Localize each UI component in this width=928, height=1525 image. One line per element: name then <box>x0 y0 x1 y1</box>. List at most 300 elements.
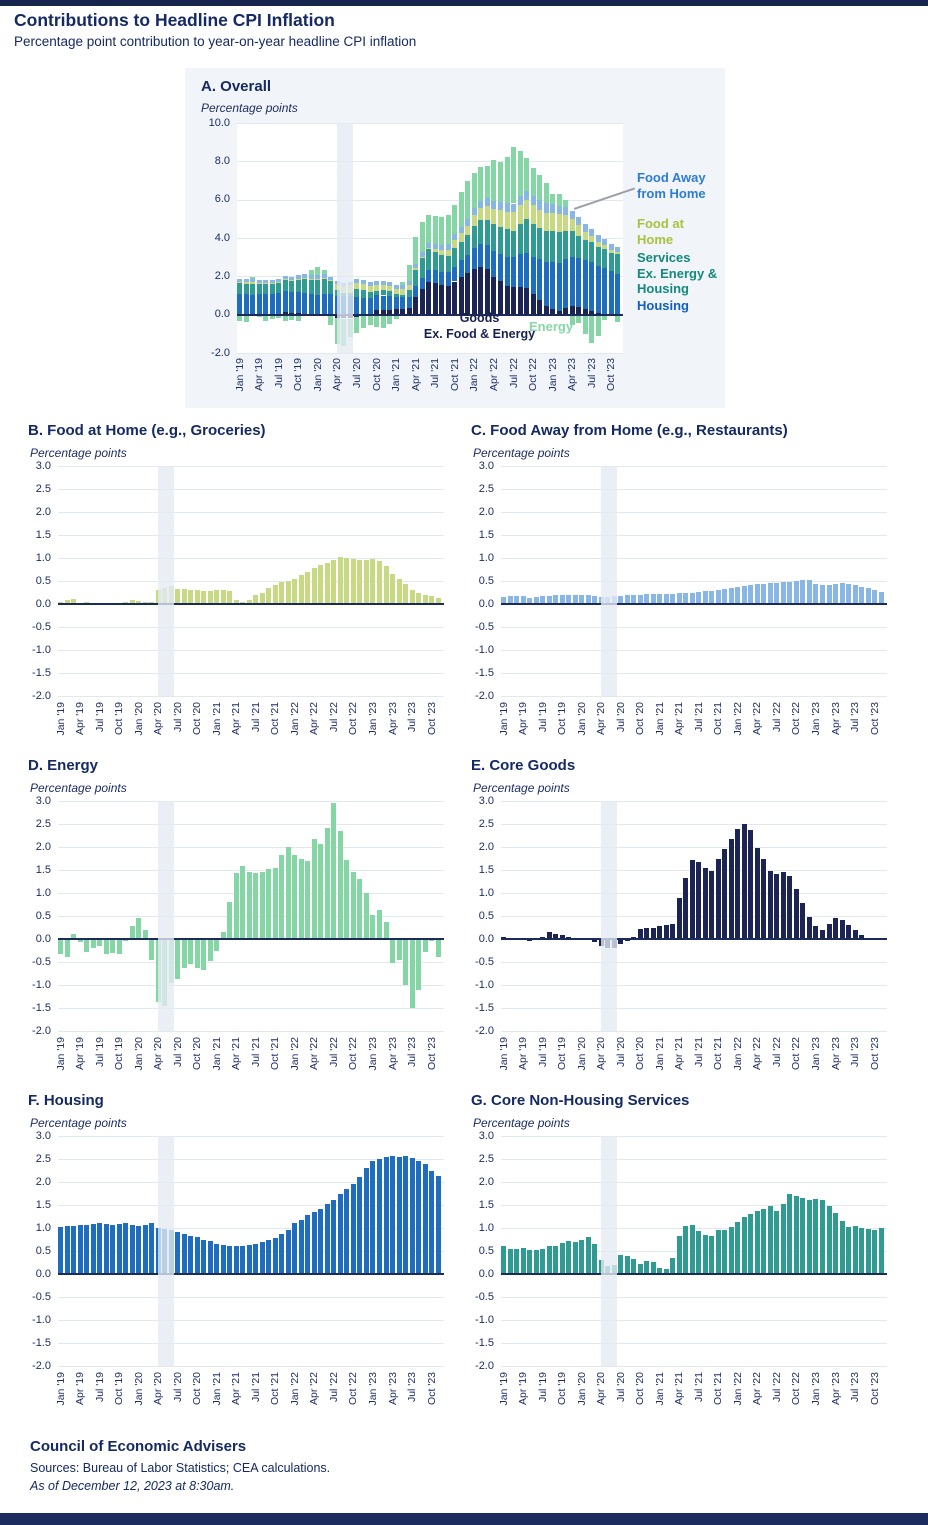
bar-housing <box>596 266 601 313</box>
bar-food-away-from-home <box>813 584 818 604</box>
gridline <box>501 673 887 674</box>
bar-services <box>800 1198 805 1274</box>
bar-energy <box>472 173 477 208</box>
bar-food-away-from-home <box>768 583 773 604</box>
bar-housing <box>403 1156 408 1274</box>
bar-energy <box>240 866 245 939</box>
y-tick-label: -1.0 <box>475 643 494 656</box>
panel-b-units-label: Percentage points <box>30 446 127 460</box>
bar-services <box>761 1209 766 1274</box>
x-tick-label: Jul '21 <box>692 702 705 733</box>
y-tick-label: 10.0 <box>208 116 230 129</box>
bar-food-at-home <box>413 268 418 270</box>
bar-energy <box>384 922 389 939</box>
bar-services <box>283 280 288 292</box>
bar-energy <box>439 217 444 245</box>
x-tick-label: Jul '23 <box>849 1037 862 1068</box>
x-tick-label: Jan '22 <box>731 1372 744 1406</box>
bar-food-away-from-home <box>270 280 275 283</box>
bar-services <box>579 1240 584 1275</box>
gridline <box>501 1031 887 1032</box>
panel-g-title: G. Core Non-Housing Services <box>471 1092 690 1109</box>
bar-housing <box>195 1237 200 1274</box>
bar-housing <box>413 286 418 298</box>
bar-energy <box>322 270 327 274</box>
x-tick-label: Jan '22 <box>288 1372 301 1406</box>
bar-energy <box>615 315 620 323</box>
bar-services <box>722 1230 727 1274</box>
bar-energy <box>344 860 349 939</box>
bar-housing <box>615 274 620 315</box>
x-tick-label: Jan '21 <box>210 702 223 736</box>
panel-g-units-label: Percentage points <box>473 1116 570 1130</box>
x-tick-label: Jan '21 <box>390 358 403 392</box>
x-tick-label: Jul '20 <box>171 702 184 733</box>
bar-food-away-from-home <box>544 203 549 213</box>
bar-food-away-from-home <box>827 585 832 604</box>
x-tick-label: Apr '21 <box>409 358 422 391</box>
bar-food-away-from-home <box>570 211 575 219</box>
bar-services <box>781 1204 786 1274</box>
y-tick-label: 0.5 <box>478 909 494 922</box>
bar-energy <box>250 277 255 279</box>
bar-food-at-home <box>214 590 219 604</box>
y-tick-label: 1.0 <box>478 886 494 899</box>
bar-food-away-from-home <box>276 279 281 282</box>
x-tick-label: Jul '19 <box>272 358 285 389</box>
bar-services <box>735 1222 740 1274</box>
bar-housing <box>407 297 412 309</box>
bar-food-away-from-home <box>609 244 614 250</box>
zero-line <box>58 1273 444 1275</box>
y-tick-label: 2.5 <box>35 1152 51 1165</box>
bar-energy <box>273 868 278 939</box>
x-tick-label: Apr '21 <box>673 1372 686 1405</box>
bar-food-away-from-home <box>859 587 864 604</box>
bar-energy <box>446 215 451 244</box>
bar-food-at-home <box>410 590 415 604</box>
bar-food-at-home <box>381 285 386 290</box>
bar-food-at-home <box>407 285 412 290</box>
bar-energy <box>263 316 268 321</box>
bar-core-goods <box>664 925 669 939</box>
bar-energy <box>325 828 330 939</box>
bar-housing <box>110 1225 115 1274</box>
bar-housing <box>394 297 399 309</box>
bar-housing <box>188 1236 193 1274</box>
bar-food-at-home <box>263 283 268 284</box>
x-tick-label: Jan '23 <box>809 702 822 736</box>
bar-food-away-from-home <box>374 281 379 285</box>
bar-energy <box>318 844 323 939</box>
bar-housing <box>250 295 255 315</box>
bar-food-at-home <box>420 257 425 258</box>
bar-food-at-home <box>583 232 588 240</box>
x-tick-label: Jul '21 <box>249 702 262 733</box>
footer-sources: Sources: Bureau of Labor Statistics; CEA calculations. <box>30 1461 331 1475</box>
bar-food-at-home <box>322 278 327 279</box>
bar-services <box>531 224 536 257</box>
bar-housing <box>182 1234 187 1274</box>
x-tick-label: Oct '22 <box>790 1037 803 1070</box>
y-tick-label: 4.0 <box>214 231 230 244</box>
bar-housing <box>361 298 366 315</box>
bar-energy <box>214 939 219 951</box>
chart-panel-food-away-from-home <box>467 420 903 755</box>
bar-services <box>508 1249 513 1274</box>
bar-food-at-home <box>459 233 464 242</box>
bar-food-away-from-home <box>465 219 470 226</box>
y-tick-label: 0.0 <box>35 932 51 945</box>
bar-food-away-from-home <box>452 234 457 240</box>
legend-label-food-at-home: Food at Home <box>637 216 684 247</box>
gridline <box>501 1366 887 1367</box>
bar-services <box>631 1259 636 1274</box>
bar-services <box>433 252 438 270</box>
bar-food-away-from-home <box>853 585 858 604</box>
bar-energy <box>188 939 193 964</box>
bar-services <box>244 284 249 295</box>
bar-energy <box>201 939 206 970</box>
x-tick-label: Apr '20 <box>331 358 344 391</box>
bar-energy <box>351 872 356 939</box>
bar-core-goods <box>729 839 734 939</box>
bar-food-at-home <box>344 558 349 604</box>
bar-housing <box>221 1245 226 1274</box>
bar-food-at-home <box>485 206 490 219</box>
bar-food-away-from-home <box>354 279 359 282</box>
bar-services <box>566 1241 571 1274</box>
legend-label-services: Services Ex. Energy & Housing <box>637 250 718 296</box>
bar-energy <box>104 939 109 954</box>
gridline <box>58 1031 444 1032</box>
bar-services <box>485 220 490 245</box>
bar-core-goods <box>716 859 721 939</box>
bar-food-away-from-home <box>742 586 747 604</box>
gridline <box>58 870 444 871</box>
bar-housing <box>429 1171 434 1275</box>
bar-food-away-from-home <box>787 582 792 604</box>
bar-services <box>872 1230 877 1274</box>
x-tick-label: Jul '22 <box>327 1037 340 1068</box>
bar-core-goods <box>846 925 851 939</box>
bar-services <box>257 283 262 294</box>
bar-services <box>716 1230 721 1274</box>
bar-food-at-home <box>377 561 382 604</box>
x-tick-label: Apr '22 <box>308 1037 321 1070</box>
x-tick-label: Jul '22 <box>327 702 340 733</box>
gridline <box>58 558 444 559</box>
bar-services <box>853 1226 858 1274</box>
y-tick-label: 0.0 <box>35 1267 51 1280</box>
x-tick-label: Jan '21 <box>653 1037 666 1071</box>
bar-food-at-home <box>439 250 444 255</box>
bar-food-away-from-home <box>289 277 294 281</box>
y-tick-label: 2.5 <box>478 1152 494 1165</box>
bar-energy <box>544 183 549 202</box>
bar-services <box>472 226 477 248</box>
bar-food-at-home <box>296 279 301 280</box>
panel-e-units-label: Percentage points <box>473 781 570 795</box>
bar-food-at-home <box>354 283 359 289</box>
chart-panel-housing <box>24 1090 460 1425</box>
bar-core-goods <box>840 920 845 939</box>
x-tick-label: Jan '23 <box>809 1037 822 1071</box>
panel-g-plot-area <box>467 1090 903 1425</box>
bar-food-at-home <box>302 278 307 279</box>
bar-energy <box>433 216 438 243</box>
bar-housing <box>227 1246 232 1274</box>
bar-food-at-home <box>531 205 536 224</box>
bar-services <box>540 1249 545 1274</box>
x-tick-label: Oct '21 <box>712 1372 725 1405</box>
bar-services <box>576 236 581 258</box>
bar-services <box>866 1229 871 1274</box>
x-tick-label: Oct '20 <box>370 358 383 391</box>
bar-food-away-from-home <box>518 196 523 205</box>
x-tick-label: Jul '19 <box>93 1372 106 1403</box>
bar-core-goods <box>735 829 740 939</box>
bar-food-away-from-home <box>716 590 721 604</box>
y-tick-label: -1.5 <box>475 1001 494 1014</box>
bar-housing <box>237 294 242 314</box>
panel-a-plot-area <box>185 68 725 408</box>
x-tick-label: Jul '19 <box>536 1037 549 1068</box>
bar-energy <box>413 237 418 264</box>
gridline <box>58 535 444 536</box>
bar-food-away-from-home <box>563 207 568 215</box>
bar-food-at-home <box>394 289 399 295</box>
x-tick-label: Jul '23 <box>585 358 598 389</box>
bar-services <box>544 231 549 262</box>
bar-services <box>570 231 575 256</box>
x-tick-label: Jul '20 <box>171 1372 184 1403</box>
gridline <box>501 801 887 802</box>
bar-services <box>296 280 301 293</box>
x-tick-label: Oct '20 <box>634 1037 647 1070</box>
y-tick-label: 2.0 <box>35 505 51 518</box>
bar-housing <box>423 1164 428 1274</box>
bar-food-away-from-home <box>800 580 805 604</box>
bar-energy <box>91 939 96 948</box>
gridline <box>58 1136 444 1137</box>
bar-housing <box>550 262 555 309</box>
bar-food-away-from-home <box>394 285 399 289</box>
bar-food-away-from-home <box>596 235 601 242</box>
x-tick-label: Jan '21 <box>653 1372 666 1406</box>
bar-food-at-home <box>472 215 477 226</box>
bar-energy <box>244 315 249 323</box>
x-tick-label: Jan '21 <box>653 702 666 736</box>
bar-food-at-home <box>384 566 389 604</box>
bar-energy <box>97 939 102 946</box>
bar-services <box>592 1244 597 1274</box>
bar-food-at-home <box>602 245 607 249</box>
gridline <box>58 673 444 674</box>
page-title: Contributions to Headline CPI Inflation <box>14 10 335 30</box>
bar-housing <box>465 255 470 273</box>
x-tick-label: Apr '20 <box>595 702 608 735</box>
bar-food-away-from-home <box>439 245 444 250</box>
bar-services <box>553 1246 558 1274</box>
bar-food-away-from-home <box>400 285 405 289</box>
bar-energy <box>518 151 523 196</box>
bar-food-at-home <box>615 252 620 254</box>
bar-energy <box>309 270 314 275</box>
bar-energy <box>423 939 428 952</box>
gridline <box>501 1320 887 1321</box>
y-tick-label: 2.0 <box>478 1175 494 1188</box>
bar-food-away-from-home <box>491 201 496 209</box>
x-tick-label: Apr '23 <box>566 358 579 391</box>
gridline <box>501 466 887 467</box>
x-tick-label: Jul '21 <box>249 1372 262 1403</box>
bar-energy <box>110 939 115 953</box>
y-tick-label: 2.5 <box>478 817 494 830</box>
chart-panel-food-at-home <box>24 420 460 755</box>
panel-d-title: D. Energy <box>28 757 99 774</box>
y-tick-label: 0.0 <box>214 308 230 321</box>
bar-housing <box>344 1189 349 1274</box>
bar-food-away-from-home <box>833 584 838 604</box>
bar-energy <box>557 194 562 206</box>
bar-food-at-home <box>266 588 271 604</box>
x-tick-label: Oct '21 <box>269 702 282 735</box>
bar-housing <box>266 1240 271 1274</box>
bar-housing <box>260 1242 265 1274</box>
bar-food-at-home <box>188 590 193 604</box>
bar-housing <box>436 1176 441 1274</box>
x-tick-label: Oct '19 <box>556 1037 569 1070</box>
bar-services <box>677 1236 682 1274</box>
bar-housing <box>357 1177 362 1274</box>
bar-energy <box>328 316 333 325</box>
bar-housing <box>426 270 431 282</box>
bar-food-at-home <box>557 214 562 232</box>
bar-energy <box>227 902 232 939</box>
bar-core-goods <box>722 849 727 939</box>
x-tick-label: Oct '22 <box>527 358 540 391</box>
bar-food-at-home <box>279 582 284 604</box>
bar-services <box>505 229 510 257</box>
x-tick-label: Apr '22 <box>751 1037 764 1070</box>
bar-services <box>755 1211 760 1274</box>
bar-food-away-from-home <box>498 202 503 210</box>
bar-services <box>703 1235 708 1274</box>
bar-food-away-from-home <box>583 224 588 232</box>
gridline <box>501 696 887 697</box>
zero-line <box>501 1273 887 1275</box>
bar-services <box>670 1258 675 1274</box>
bar-food-away-from-home <box>407 281 412 285</box>
bar-services <box>729 1227 734 1274</box>
x-tick-label: Jul '20 <box>614 702 627 733</box>
x-tick-label: Oct '22 <box>347 702 360 735</box>
panel-a-units-label: Percentage points <box>201 101 298 115</box>
bar-services <box>400 295 405 297</box>
bar-services <box>859 1228 864 1274</box>
bar-services <box>534 1250 539 1274</box>
gridline <box>501 985 887 986</box>
y-tick-label: 0.5 <box>35 574 51 587</box>
bar-services <box>237 283 242 295</box>
bar-housing <box>276 293 281 314</box>
bar-energy <box>407 265 412 280</box>
x-tick-label: Jul '23 <box>849 702 862 733</box>
bar-housing <box>289 292 294 313</box>
y-tick-label: -2.0 <box>475 1359 494 1372</box>
gridline <box>501 489 887 490</box>
bar-core-goods <box>703 868 708 939</box>
bar-food-away-from-home <box>283 276 288 279</box>
x-tick-label: Apr '20 <box>152 1037 165 1070</box>
x-tick-label: Apr '21 <box>230 702 243 735</box>
y-tick-label: -2.0 <box>475 1024 494 1037</box>
bar-energy <box>524 158 529 191</box>
bar-core-goods <box>433 283 438 315</box>
x-tick-label: Jan '19 <box>497 1037 510 1071</box>
gridline <box>501 1008 887 1009</box>
x-tick-label: Apr '20 <box>595 1037 608 1070</box>
recession-band <box>337 123 353 353</box>
y-tick-label: 6.0 <box>214 193 230 206</box>
chart-panel-core-goods <box>467 755 903 1090</box>
x-tick-label: Jul '23 <box>406 702 419 733</box>
x-tick-label: Apr '23 <box>829 1372 842 1405</box>
x-tick-label: Oct '20 <box>634 1372 647 1405</box>
y-tick-label: 1.5 <box>478 863 494 876</box>
x-tick-label: Oct '20 <box>634 702 647 735</box>
x-tick-label: Jul '20 <box>171 1037 184 1068</box>
bar-housing <box>570 257 575 306</box>
bar-food-away-from-home <box>387 282 392 286</box>
bar-food-at-home <box>315 279 320 280</box>
bar-housing <box>420 278 425 290</box>
panel-e-title: E. Core Goods <box>471 757 576 774</box>
y-tick-label: 0.5 <box>478 1244 494 1257</box>
bar-housing <box>71 1226 76 1274</box>
bar-core-goods <box>787 876 792 939</box>
bar-housing <box>351 1184 356 1274</box>
x-tick-label: Apr '23 <box>386 1372 399 1405</box>
bar-housing <box>439 272 444 285</box>
x-tick-label: Jul '23 <box>406 1372 419 1403</box>
gridline <box>501 1136 887 1137</box>
bar-housing <box>302 293 307 314</box>
x-tick-label: Jan '20 <box>132 702 145 736</box>
gridline <box>58 1008 444 1009</box>
bar-food-at-home <box>374 285 379 291</box>
bar-services <box>625 1256 630 1274</box>
y-tick-label: 2.0 <box>35 1175 51 1188</box>
recession-band <box>158 801 174 1031</box>
bar-food-at-home <box>524 200 529 219</box>
bar-services <box>820 1200 825 1274</box>
y-tick-label: -1.5 <box>475 1336 494 1349</box>
bar-food-away-from-home <box>755 584 760 604</box>
bar-food-at-home <box>305 572 310 604</box>
panel-c-title: C. Food Away from Home (e.g., Restaurants) <box>471 422 788 439</box>
bar-energy <box>370 915 375 939</box>
bar-energy <box>175 939 180 979</box>
bar-food-away-from-home <box>537 200 542 210</box>
bar-food-at-home <box>505 212 510 229</box>
bar-housing <box>410 1158 415 1274</box>
bar-housing <box>602 268 607 314</box>
y-tick-label: -0.5 <box>32 620 51 633</box>
y-tick-label: -0.5 <box>475 620 494 633</box>
x-tick-label: Oct '19 <box>556 702 569 735</box>
